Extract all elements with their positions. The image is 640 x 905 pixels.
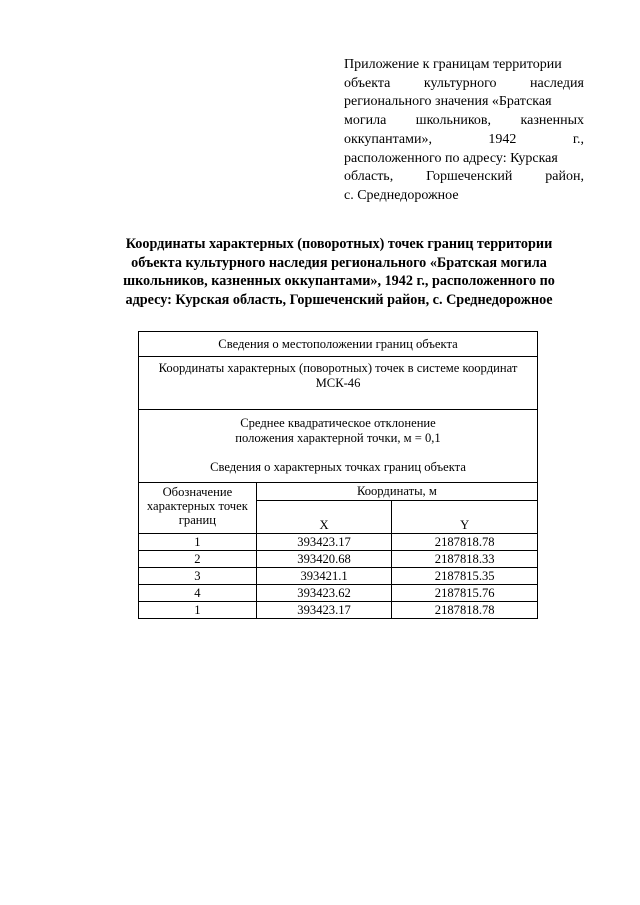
annex-text: Приложение к границам территории — [344, 57, 562, 72]
point-label-header-line: характерных точек — [146, 499, 248, 513]
document-title — [96, 235, 582, 309]
coord-system-name: МСК-46 — [315, 376, 361, 390]
coordinates-table — [138, 331, 538, 619]
x-header: X — [256, 501, 392, 534]
section-header: Сведения о местоположении границ объекта — [218, 336, 458, 351]
y-cell: 2187818.78 — [392, 602, 538, 619]
x-cell: 393423.17 — [256, 534, 392, 551]
section-header-cell — [139, 332, 538, 357]
table-row — [139, 568, 538, 585]
annex-word: объекта — [344, 75, 391, 91]
annex-word: могила — [344, 113, 387, 129]
table-row — [139, 551, 538, 568]
annex-text: расположенного по адресу: Курская — [344, 150, 558, 166]
title-line: адресу: Курская область, Горшеченский район, с. Среднедорожное — [125, 291, 553, 308]
annex-line — [344, 187, 584, 206]
deviation-cell — [139, 410, 538, 483]
coord-system-cell — [139, 357, 538, 410]
annex-line — [344, 93, 584, 112]
table-row — [139, 602, 538, 619]
point-cell: 2 — [139, 551, 257, 568]
deviation-value: положения характерной точки, м = 0,1 — [235, 431, 441, 445]
annex-text: с. Среднедорожное — [344, 187, 459, 203]
point-label-header — [139, 483, 257, 534]
annex-line — [344, 131, 584, 150]
annex-word: наследия — [529, 75, 584, 91]
annex-word: г., — [572, 131, 584, 147]
table-row — [139, 585, 538, 602]
deviation-line: Среднее квадратическое отклонение — [240, 416, 436, 430]
annex-line — [344, 75, 584, 94]
title-line: Координаты характерных (поворотных) точек границ территории — [125, 236, 553, 252]
annex-line — [344, 56, 584, 75]
annex-line — [344, 150, 584, 169]
annex-text: регионального значения «Братская — [344, 94, 552, 110]
x-cell: 393423.62 — [256, 585, 392, 602]
coords-header-text: Координаты, м — [356, 484, 437, 499]
annex-word: оккупантами», — [344, 131, 432, 147]
y-cell: 2187818.33 — [392, 551, 538, 568]
y-cell: 2187815.76 — [392, 585, 538, 602]
annex-word: 1942 — [488, 131, 517, 147]
point-cell: 3 — [139, 568, 257, 585]
annex-word: казненных — [520, 113, 584, 129]
y-header: Y — [392, 501, 538, 534]
coords-header — [256, 483, 537, 501]
point-cell: 1 — [139, 534, 257, 551]
point-cell: 4 — [139, 585, 257, 602]
annex-word: школьников, — [415, 113, 492, 129]
table-row — [139, 534, 538, 551]
x-cell: 393421.1 — [256, 568, 392, 585]
annex-note — [344, 56, 584, 206]
annex-word: Горшеченский — [426, 169, 513, 185]
point-label-header-line: Обозначение — [162, 485, 233, 499]
y-cell: 2187815.35 — [392, 568, 538, 585]
point-cell: 1 — [139, 602, 257, 619]
annex-line — [344, 168, 584, 187]
annex-word: область, — [344, 169, 394, 185]
x-cell: 393420.68 — [256, 551, 392, 568]
x-cell: 393423.17 — [256, 602, 392, 619]
coord-system-line: Координаты характерных (поворотных) точек в системе координат — [158, 361, 518, 375]
annex-word: район, — [545, 169, 584, 185]
annex-line — [344, 112, 584, 131]
title-line: объекта культурного наследия регионального «Братская могила — [131, 254, 547, 271]
title-line: школьников, казненных оккупантами», 1942 г., расположенного по — [123, 273, 555, 289]
annex-word: культурного — [423, 75, 497, 91]
points-header: Сведения о характерных точках границ объекта — [210, 460, 466, 474]
point-label-header-line: границ — [178, 513, 217, 527]
y-cell: 2187818.78 — [392, 534, 538, 551]
